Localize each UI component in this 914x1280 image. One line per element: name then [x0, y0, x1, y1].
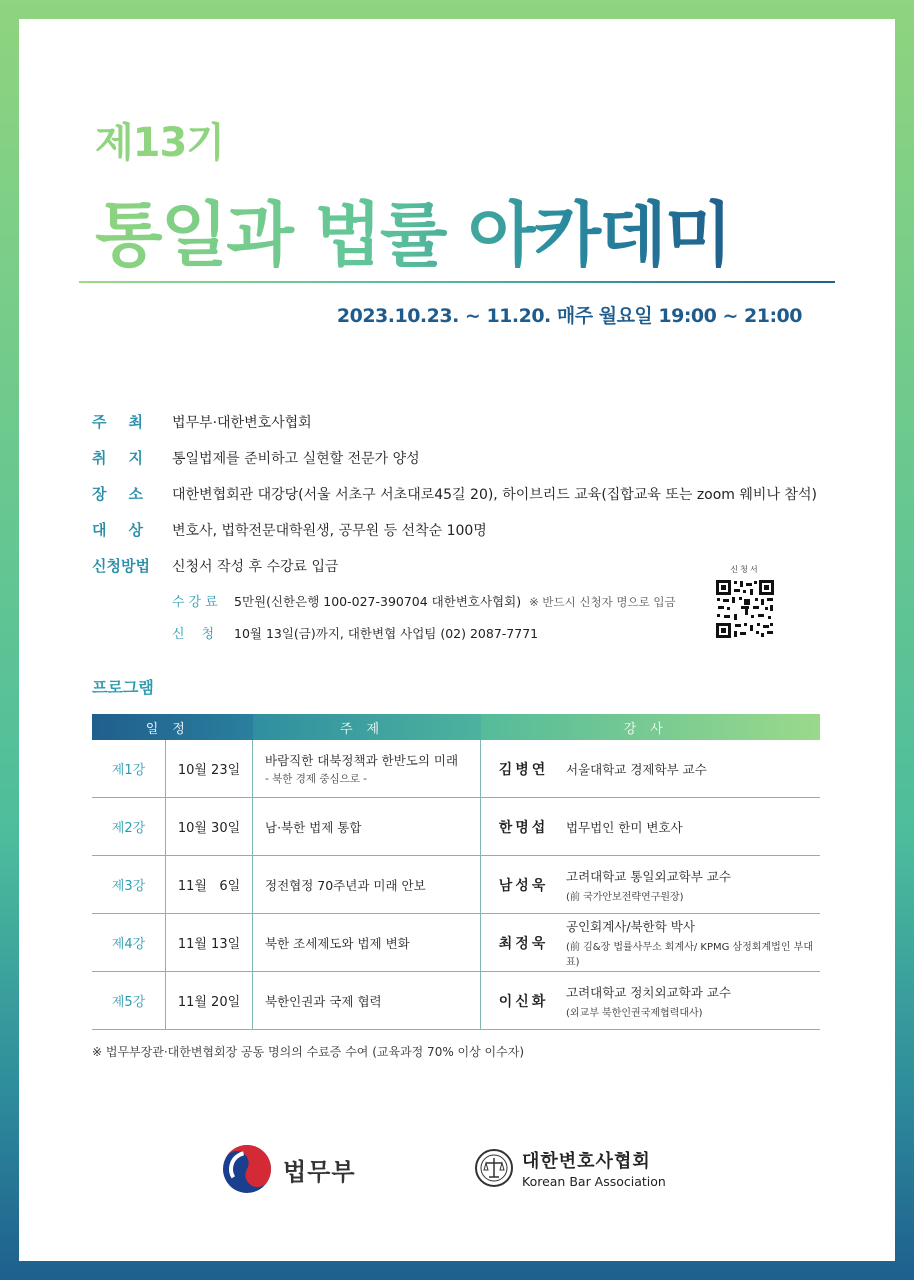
lecture-number: 제3강	[92, 856, 166, 914]
info-apply-method	[92, 555, 339, 576]
lecture-date: 11월 13일	[166, 914, 253, 972]
affiliation-main: 서울대학교 경제학부 교수	[566, 761, 707, 777]
lecture-number: 제2강	[92, 798, 166, 856]
affiliation-sub: (외교부 북한인권국제협력대사)	[566, 1007, 703, 1019]
lecture-topic	[253, 740, 481, 798]
topic-main: 바람직한 대북정책과 한반도의 미래	[265, 753, 459, 768]
generation-label: 제13기	[95, 120, 224, 166]
kba-emblem-icon	[474, 1148, 514, 1188]
info-key: 신청방법	[92, 557, 150, 575]
info-key: 대상	[92, 521, 165, 539]
qr-block[interactable]	[714, 564, 776, 643]
lecture-topic: 정전협정 70주년과 미래 안보	[253, 856, 481, 914]
info-host	[92, 411, 312, 432]
lecturer-affiliation	[566, 798, 820, 856]
topic-sub: - 북한 경제 중심으로 -	[265, 773, 368, 785]
poster-card	[19, 19, 895, 1261]
affiliation-main: 고려대학교 정치외교학과 교수	[566, 984, 731, 1000]
apply-key: 신청	[172, 627, 232, 642]
program-title: 프로그램	[92, 678, 154, 697]
lecturer-affiliation	[566, 856, 820, 914]
apply-row	[172, 623, 538, 642]
lecturer-affiliation	[566, 740, 820, 798]
info-key: 장소	[92, 485, 165, 503]
header-lecturer: 강사	[481, 714, 821, 740]
lecture-date: 10월 23일	[166, 740, 253, 798]
apply-value: 10월 13일(금)까지, 대한변협 사업팀 (02) 2087-7771	[234, 626, 539, 641]
lecture-topic: 남·북한 법제 통합	[253, 798, 481, 856]
affiliation-main: 고려대학교 통일외교학부 교수	[566, 868, 731, 884]
lecturer-name: 남성욱	[481, 856, 567, 914]
affiliation-main: 법무법인 한미 변호사	[566, 819, 683, 835]
fee-value: 5만원(신한은행 100-027-390704 대한변호사협회)	[234, 594, 522, 609]
fee-note: ※ 반드시 신청자 명으로 입금	[529, 595, 676, 609]
info-value: 통일법제를 준비하고 실현할 전문가 양성	[172, 451, 420, 467]
info-key: 주최	[92, 413, 165, 431]
lecturer-name: 한명섭	[481, 798, 567, 856]
kba-logo	[474, 1147, 666, 1189]
fee-key: 수강료	[172, 595, 222, 610]
lecture-topic: 북한인권과 국제 협력	[253, 972, 481, 1030]
lecturer-affiliation	[566, 972, 820, 1030]
lecture-number: 제5강	[92, 972, 166, 1030]
affiliation-sub: (前 국가안보전략연구원장)	[566, 891, 684, 903]
info-value: 대한변협회관 대강당(서울 서초구 서초대로45길 20), 하이브리드 교육(집합교육 또는 zoom 웨비나 참석)	[172, 487, 817, 503]
moj-logo	[221, 1143, 356, 1195]
affiliation-main: 공인회계사/북한학 박사	[566, 919, 695, 934]
table-row	[92, 972, 820, 1030]
table-row	[92, 740, 820, 798]
lecture-number: 제4강	[92, 914, 166, 972]
info-value: 신청서 작성 후 수강료 입금	[172, 559, 339, 575]
info-target	[92, 519, 487, 540]
qr-label: 신청서	[730, 565, 760, 574]
lecture-date: 11월 6일	[166, 856, 253, 914]
lecturer-name: 김병연	[481, 740, 567, 798]
lecture-number: 제1강	[92, 740, 166, 798]
lecture-topic: 북한 조세제도와 법제 변화	[253, 914, 481, 972]
lecture-date: 10월 30일	[166, 798, 253, 856]
table-row	[92, 914, 820, 972]
title-divider	[79, 281, 835, 283]
page-title: 통일과 법률 아카데미	[95, 179, 730, 280]
info-venue	[92, 483, 817, 504]
kba-logo-korean: 대한변호사협회	[522, 1151, 651, 1172]
table-row	[92, 798, 820, 856]
qr-code-icon[interactable]	[715, 579, 775, 639]
info-value: 변호사, 법학전문대학원생, 공무원 등 선착순 100명	[172, 523, 487, 539]
footnote: ※ 법무부장관·대한변협회장 공동 명의의 수료증 수여 (교육과정 70% 이상 이수자)	[92, 1045, 524, 1059]
info-key: 취지	[92, 449, 165, 467]
lecturer-name: 최정욱	[481, 914, 567, 972]
header-topic: 주제	[253, 714, 481, 740]
affiliation-sub: (前 김&장 법률사무소 회계사/ KPMG 삼정회계법인 부대표)	[566, 942, 813, 968]
info-value: 법무부·대한변호사협회	[172, 415, 312, 431]
table-row	[92, 856, 820, 914]
kba-logo-english: Korean Bar Association	[522, 1174, 666, 1189]
lecturer-affiliation	[566, 914, 820, 972]
taegeuk-icon	[221, 1143, 273, 1195]
fee-row	[172, 591, 676, 610]
lecturer-name: 이신화	[481, 972, 567, 1030]
schedule-date: 2023.10.23. ~ 11.20. 매주 월요일 19:00 ~ 21:00	[336, 305, 802, 327]
header-schedule: 일정	[92, 714, 253, 740]
info-purpose	[92, 447, 420, 468]
lecture-date: 11월 20일	[166, 972, 253, 1030]
program-table	[92, 714, 820, 1030]
moj-logo-text: 법무부	[283, 1157, 356, 1186]
